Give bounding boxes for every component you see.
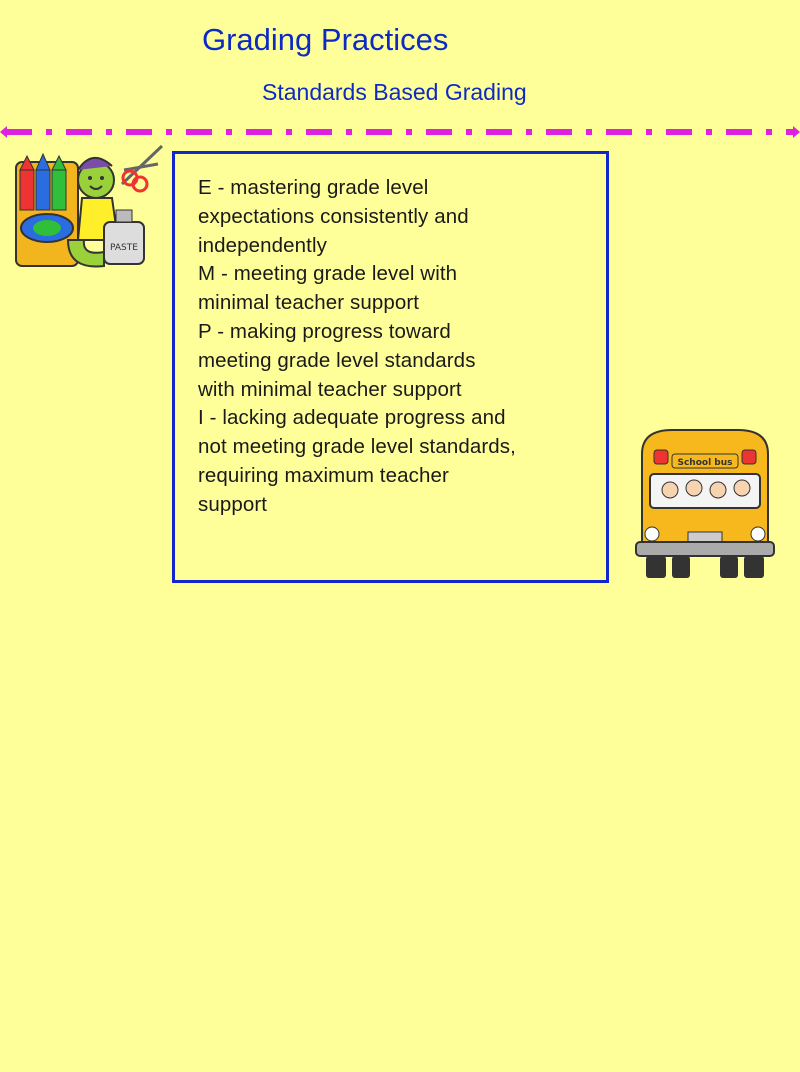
grade-line: P - making progress toward (198, 319, 451, 343)
bus-sign: School bus (677, 458, 733, 468)
dash-dot-divider (0, 122, 800, 142)
grade-line: minimal teacher support (198, 291, 420, 315)
grade-line: support (198, 492, 268, 516)
page-subtitle: Standards Based Grading (262, 79, 527, 105)
grading-scale-list (198, 174, 516, 520)
grade-line: E - mastering grade level (198, 176, 429, 199)
grade-line: independently (198, 233, 327, 257)
grading-scale-box (172, 151, 609, 583)
grade-line: I - lacking adequate progress and (198, 406, 506, 430)
grade-line: meeting grade level standards (198, 348, 476, 372)
glue-label: PASTE (110, 243, 138, 253)
school-bus-icon (632, 424, 778, 584)
grade-line: M - meeting grade level with (198, 262, 458, 286)
grade-line: not meeting grade level standards, (198, 435, 516, 459)
grade-line: requiring maximum teacher (198, 463, 449, 487)
grade-line: expectations consistently and (198, 204, 469, 228)
school-supplies-icon (12, 140, 172, 274)
page-title: Grading Practices (202, 22, 449, 57)
grade-line: with minimal teacher support (198, 377, 462, 401)
